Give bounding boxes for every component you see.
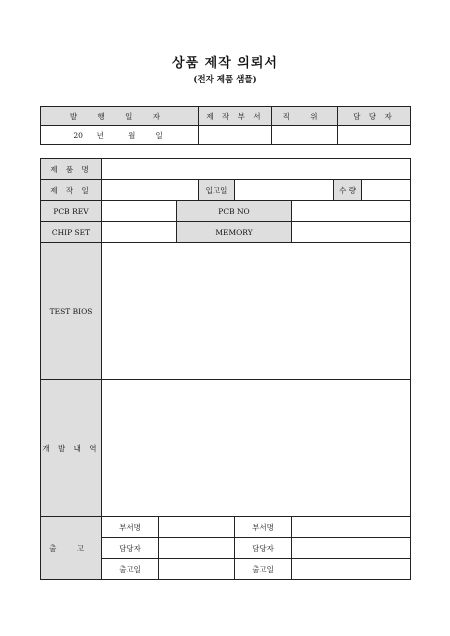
release-manager-field-2[interactable] bbox=[292, 538, 411, 559]
pcb-no-label: PCB NO bbox=[177, 201, 292, 222]
production-dept-label: 제 작 부 서 bbox=[199, 107, 272, 126]
day-label: 일 bbox=[155, 130, 163, 140]
pcb-rev-label: PCB REV bbox=[41, 201, 102, 222]
production-date-row bbox=[41, 180, 411, 201]
release-dept-name-label-2: 부서명 bbox=[235, 517, 292, 538]
product-name-field[interactable] bbox=[102, 159, 411, 180]
warehousing-date-label: 입고일 bbox=[199, 180, 235, 201]
development-history-row bbox=[41, 380, 411, 517]
document-subtitle: (전자 제품 샘플) bbox=[193, 75, 257, 85]
production-date-label: 제 작 일 bbox=[41, 180, 102, 201]
year-label: 년 bbox=[96, 130, 104, 140]
issue-date-label: 발 행 일 자 bbox=[41, 107, 199, 126]
release-date-label-2: 출고일 bbox=[235, 559, 292, 580]
product-info-table bbox=[40, 158, 411, 580]
issue-date-field[interactable] bbox=[41, 126, 199, 145]
issue-header-row bbox=[41, 107, 411, 126]
test-bios-row bbox=[41, 243, 411, 380]
chipset-row bbox=[41, 222, 411, 243]
position-label: 직 위 bbox=[272, 107, 338, 126]
production-dept-field[interactable] bbox=[199, 126, 272, 145]
month-label: 월 bbox=[128, 130, 136, 140]
pcb-no-field[interactable] bbox=[292, 201, 411, 222]
release-dept-name-field-1[interactable] bbox=[159, 517, 235, 538]
release-dept-row bbox=[41, 517, 411, 538]
release-dept-name-field-2[interactable] bbox=[292, 517, 411, 538]
product-name-label: 제 품 명 bbox=[41, 159, 102, 180]
release-date-field-1[interactable] bbox=[159, 559, 235, 580]
pcb-rev-field[interactable] bbox=[102, 201, 177, 222]
release-date-label-1: 출고일 bbox=[102, 559, 159, 580]
release-manager-label-1: 담당자 bbox=[102, 538, 159, 559]
quantity-label: 수 량 bbox=[334, 180, 362, 201]
development-history-field[interactable] bbox=[102, 380, 411, 517]
release-label: 출 고 bbox=[41, 517, 102, 580]
pcb-row bbox=[41, 201, 411, 222]
quantity-field[interactable] bbox=[362, 180, 411, 201]
development-history-label: 개 발 내 역 bbox=[41, 380, 102, 517]
test-bios-label: TEST BIOS bbox=[41, 243, 102, 380]
chip-set-field[interactable] bbox=[102, 222, 177, 243]
test-bios-field[interactable] bbox=[102, 243, 411, 380]
release-manager-label-2: 담당자 bbox=[235, 538, 292, 559]
manager-label: 담 당 자 bbox=[338, 107, 411, 126]
memory-field[interactable] bbox=[292, 222, 411, 243]
release-dept-name-label-1: 부서명 bbox=[102, 517, 159, 538]
release-date-field-2[interactable] bbox=[292, 559, 411, 580]
warehousing-date-field[interactable] bbox=[235, 180, 334, 201]
product-name-row bbox=[41, 159, 411, 180]
release-manager-field-1[interactable] bbox=[159, 538, 235, 559]
chip-set-label: CHIP SET bbox=[41, 222, 102, 243]
year-prefix: 20 bbox=[73, 130, 83, 140]
document-title: 상품 제작 의뢰서 bbox=[172, 56, 278, 71]
issue-value-row bbox=[41, 126, 411, 145]
issue-info-table bbox=[40, 106, 411, 145]
position-field[interactable] bbox=[272, 126, 338, 145]
memory-label: MEMORY bbox=[177, 222, 292, 243]
production-date-field[interactable] bbox=[102, 180, 199, 201]
manager-field[interactable] bbox=[338, 126, 411, 145]
